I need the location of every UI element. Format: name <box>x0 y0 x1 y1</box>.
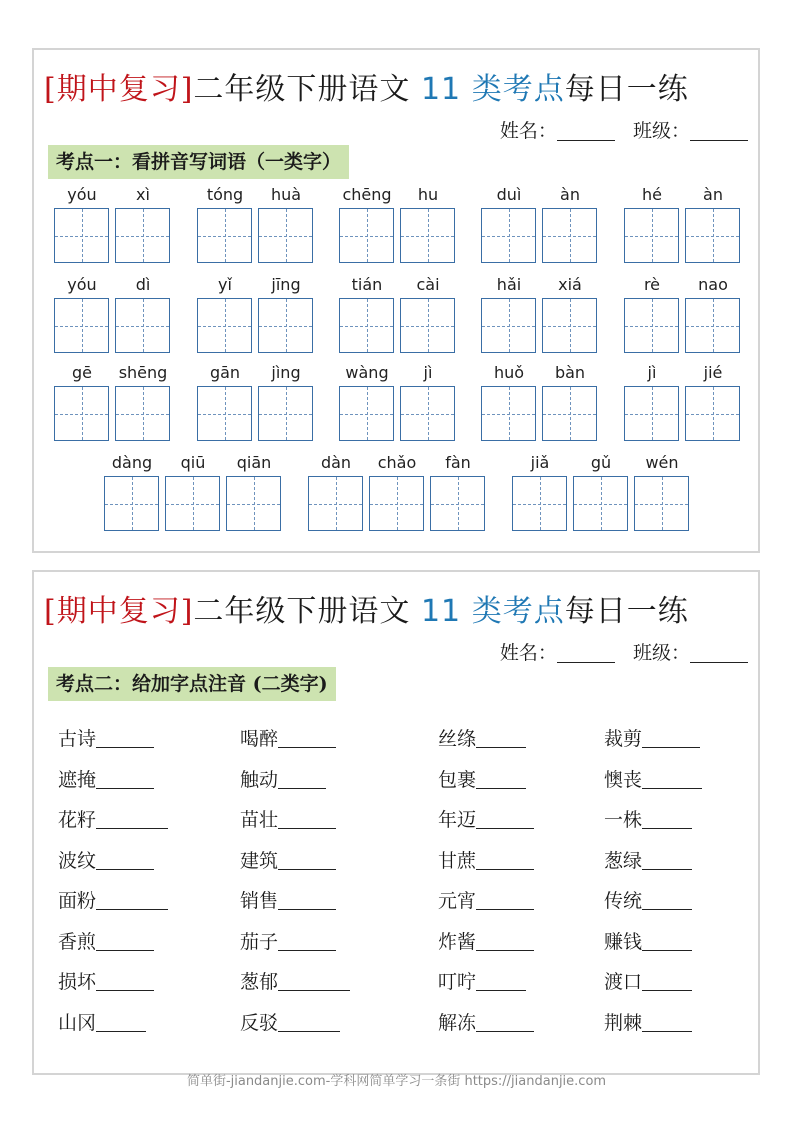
tian-zi-writing-box[interactable] <box>258 208 313 263</box>
pinyin-syllable: jìng <box>271 363 301 382</box>
tian-zi-writing-box[interactable] <box>685 208 740 263</box>
pinyin-syllable: bàn <box>554 363 586 382</box>
title-main: 二年级下册语文 <box>193 594 421 629</box>
annotation-word <box>438 846 534 873</box>
annotation-word <box>240 805 336 832</box>
answer-blank[interactable] <box>278 809 336 829</box>
annotation-word <box>240 886 336 913</box>
answer-blank[interactable] <box>96 931 154 951</box>
annotation-word <box>240 846 336 873</box>
pinyin-syllable: tóng <box>206 185 244 204</box>
word-text: 丝绦 <box>438 728 477 750</box>
answer-blank[interactable] <box>278 931 336 951</box>
tian-zi-writing-box[interactable] <box>542 208 597 263</box>
pinyin-syllable: jié <box>703 363 723 382</box>
annotation-word <box>604 1008 692 1035</box>
pinyin-syllable: cài <box>416 275 440 294</box>
answer-blank[interactable] <box>476 1012 534 1032</box>
tian-zi-writing-box[interactable] <box>400 386 455 441</box>
annotation-word <box>438 805 534 832</box>
tian-zi-writing-box[interactable] <box>542 386 597 441</box>
answer-blank[interactable] <box>96 890 168 910</box>
answer-blank[interactable] <box>278 728 336 748</box>
word-text: 遮掩 <box>58 768 97 791</box>
name-label: 姓名： <box>499 642 557 664</box>
annotation-word <box>604 805 692 832</box>
pinyin-syllable: chēng <box>342 185 392 204</box>
answer-blank[interactable] <box>96 850 154 870</box>
tian-zi-writing-box[interactable] <box>624 208 679 263</box>
pinyin-syllable: jīng <box>271 275 301 294</box>
pinyin-syllable: wàng <box>345 363 389 382</box>
annotation-word <box>240 765 326 792</box>
answer-blank[interactable] <box>476 971 526 991</box>
answer-blank[interactable] <box>642 931 692 951</box>
annotation-word <box>438 886 534 913</box>
word-text: 建筑 <box>240 849 279 872</box>
pinyin-syllable: gē <box>72 363 92 382</box>
word-text: 荆棘 <box>604 1011 643 1034</box>
annotation-word <box>58 846 154 873</box>
annotation-word <box>438 724 526 751</box>
tian-zi-writing-box[interactable] <box>542 298 597 353</box>
annotation-word <box>604 886 692 913</box>
annotation-word <box>58 886 168 913</box>
word-text: 反驳 <box>240 1011 279 1034</box>
word-text: 香煎 <box>58 930 97 953</box>
tian-zi-writing-box[interactable] <box>54 298 109 353</box>
annotation-word <box>240 927 336 954</box>
pinyin-syllable: yóu <box>67 185 97 204</box>
pinyin-syllable: tián <box>351 275 383 294</box>
word-text: 葱郁 <box>240 971 279 993</box>
title-bracket: [期中复习] <box>44 72 194 107</box>
answer-blank[interactable] <box>278 971 350 991</box>
pinyin-syllable: huà <box>270 185 302 204</box>
tian-zi-writing-box[interactable] <box>430 476 485 531</box>
name-label: 姓名： <box>499 120 557 142</box>
tian-zi-writing-box[interactable] <box>197 386 252 441</box>
tian-zi-writing-box[interactable] <box>54 386 109 441</box>
section-heading: 考点二：给加字点注音 (二类字) <box>48 667 336 701</box>
tian-zi-writing-box[interactable] <box>481 298 536 353</box>
word-text: 传统 <box>604 890 643 912</box>
section-heading: 考点一：看拼音写词语（一类字） <box>48 145 349 179</box>
answer-blank[interactable] <box>642 890 692 910</box>
word-text: 包裹 <box>438 768 477 791</box>
pinyin-syllable: shēng <box>118 363 168 382</box>
tian-zi-writing-box[interactable] <box>634 476 689 531</box>
answer-blank[interactable] <box>96 809 168 829</box>
tian-zi-writing-box[interactable] <box>400 208 455 263</box>
tian-zi-writing-box[interactable] <box>115 386 170 441</box>
annotation-word <box>58 967 154 994</box>
word-text: 苗壮 <box>240 809 279 831</box>
annotation-word <box>240 724 336 751</box>
pinyin-syllable: àn <box>560 185 580 204</box>
answer-blank[interactable] <box>476 769 526 789</box>
title-tail: 每日一练 <box>564 72 689 107</box>
annotation-word <box>604 724 700 751</box>
pinyin-syllable: xì <box>136 185 150 204</box>
title-number: 11 <box>420 72 462 107</box>
tian-zi-writing-box[interactable] <box>339 298 394 353</box>
answer-blank[interactable] <box>278 890 336 910</box>
tian-zi-writing-box[interactable] <box>104 476 159 531</box>
tian-zi-writing-box[interactable] <box>369 476 424 531</box>
word-text: 年迈 <box>438 809 477 831</box>
word-text: 触动 <box>240 768 279 791</box>
answer-blank[interactable] <box>278 769 326 789</box>
word-text: 懊丧 <box>604 768 643 791</box>
title-main: 二年级下册语文 <box>193 72 421 107</box>
tian-zi-writing-box[interactable] <box>226 476 281 531</box>
word-text: 古诗 <box>58 728 97 750</box>
pinyin-syllable: yǐ <box>218 275 232 294</box>
tian-zi-writing-box[interactable] <box>258 386 313 441</box>
answer-blank[interactable] <box>642 971 692 991</box>
word-text: 解冻 <box>438 1011 477 1034</box>
tian-zi-writing-box[interactable] <box>685 298 740 353</box>
word-text: 花籽 <box>58 809 97 831</box>
worksheet-card-1 <box>32 48 760 553</box>
tian-zi-writing-box[interactable] <box>115 208 170 263</box>
answer-blank[interactable] <box>476 931 534 951</box>
tian-zi-writing-box[interactable] <box>573 476 628 531</box>
pinyin-syllable: hu <box>417 185 439 204</box>
tian-zi-writing-box[interactable] <box>258 298 313 353</box>
pinyin-syllable: gǔ <box>590 453 612 472</box>
pinyin-syllable: jiǎ <box>530 453 550 472</box>
pinyin-syllable: wén <box>645 453 679 472</box>
annotation-word <box>58 927 154 954</box>
pinyin-syllable: huǒ <box>493 363 525 382</box>
pinyin-syllable: yóu <box>67 275 97 294</box>
word-text: 损坏 <box>58 971 97 993</box>
class-label: 班级： <box>632 642 690 664</box>
pinyin-syllable: dàn <box>320 453 352 472</box>
tian-zi-writing-box[interactable] <box>339 208 394 263</box>
answer-blank[interactable] <box>642 809 692 829</box>
tian-zi-writing-box[interactable] <box>481 386 536 441</box>
tian-zi-writing-box[interactable] <box>481 208 536 263</box>
word-text: 叮咛 <box>438 971 477 993</box>
answer-blank[interactable] <box>96 728 154 748</box>
annotation-word <box>604 967 692 994</box>
answer-blank[interactable] <box>642 1012 692 1032</box>
answer-blank[interactable] <box>642 769 702 789</box>
pinyin-syllable: qiān <box>236 453 272 472</box>
annotation-word <box>438 927 534 954</box>
annotation-word <box>58 1008 146 1035</box>
annotation-word <box>58 805 168 832</box>
title-number: 11 <box>420 594 462 629</box>
page-footer: 简单街-jiandanjie.com-学科网简单学习一条街 https://jiandanjie.com <box>186 1074 607 1089</box>
annotation-word <box>240 1008 340 1035</box>
answer-blank[interactable] <box>642 850 692 870</box>
pinyin-syllable: nao <box>698 275 728 294</box>
tian-zi-writing-box[interactable] <box>54 208 109 263</box>
word-text: 茄子 <box>240 930 279 953</box>
pinyin-syllable: dàng <box>111 453 153 472</box>
tian-zi-writing-box[interactable] <box>115 298 170 353</box>
word-text: 炸酱 <box>438 930 477 953</box>
annotation-word <box>438 765 526 792</box>
word-text: 波纹 <box>58 849 97 872</box>
tian-zi-writing-box[interactable] <box>308 476 363 531</box>
annotation-word <box>58 765 154 792</box>
annotation-word <box>438 967 526 994</box>
word-text: 一株 <box>604 809 643 831</box>
word-text: 甘蔗 <box>438 849 477 872</box>
answer-blank[interactable] <box>476 809 534 829</box>
pinyin-syllable: duì <box>496 185 522 204</box>
answer-blank[interactable] <box>278 1012 340 1032</box>
annotation-word <box>604 765 702 792</box>
annotation-word <box>604 846 692 873</box>
tian-zi-writing-box[interactable] <box>165 476 220 531</box>
pinyin-syllable: xiá <box>558 275 582 294</box>
pinyin-syllable: gān <box>209 363 241 382</box>
answer-blank[interactable] <box>642 728 700 748</box>
title-blue: 类考点 <box>461 594 565 629</box>
pinyin-syllable: qiū <box>180 453 206 472</box>
word-text: 面粉 <box>58 890 97 912</box>
annotation-word <box>58 724 154 751</box>
pinyin-syllable: rè <box>643 275 661 294</box>
title-blue: 类考点 <box>461 72 565 107</box>
word-text: 葱绿 <box>604 849 643 872</box>
word-text: 元宵 <box>438 890 477 912</box>
worksheet-card-2 <box>32 570 760 1075</box>
tian-zi-writing-box[interactable] <box>339 386 394 441</box>
title-tail: 每日一练 <box>564 594 689 629</box>
pinyin-writing-grid <box>34 50 758 551</box>
word-text: 裁剪 <box>604 728 643 750</box>
word-text: 渡口 <box>604 971 643 993</box>
tian-zi-writing-box[interactable] <box>197 298 252 353</box>
word-text: 山冈 <box>58 1011 97 1034</box>
annotation-word <box>438 1008 534 1035</box>
class-label: 班级： <box>632 120 690 142</box>
answer-blank[interactable] <box>476 890 534 910</box>
pinyin-syllable: chǎo <box>377 453 417 472</box>
pinyin-syllable: dì <box>135 275 151 294</box>
pinyin-syllable: fàn <box>445 453 471 472</box>
tian-zi-writing-box[interactable] <box>197 208 252 263</box>
answer-blank[interactable] <box>476 728 526 748</box>
pinyin-syllable: jì <box>647 363 657 382</box>
tian-zi-writing-box[interactable] <box>400 298 455 353</box>
tian-zi-writing-box[interactable] <box>685 386 740 441</box>
tian-zi-writing-box[interactable] <box>624 298 679 353</box>
word-text: 喝醉 <box>240 728 279 750</box>
answer-blank[interactable] <box>96 971 154 991</box>
pinyin-syllable: àn <box>703 185 723 204</box>
answer-blank[interactable] <box>96 769 154 789</box>
word-text: 赚钱 <box>604 930 643 953</box>
annotation-word <box>240 967 350 994</box>
tian-zi-writing-box[interactable] <box>624 386 679 441</box>
answer-blank[interactable] <box>476 850 534 870</box>
annotation-word <box>604 927 692 954</box>
pinyin-syllable: hǎi <box>496 275 522 294</box>
answer-blank[interactable] <box>278 850 336 870</box>
word-text: 销售 <box>240 890 279 912</box>
tian-zi-writing-box[interactable] <box>512 476 567 531</box>
pinyin-syllable: hé <box>642 185 662 204</box>
annotation-word-list <box>34 572 758 1073</box>
answer-blank[interactable] <box>96 1012 146 1032</box>
pinyin-syllable: jì <box>423 363 433 382</box>
title-bracket: [期中复习] <box>44 594 194 629</box>
